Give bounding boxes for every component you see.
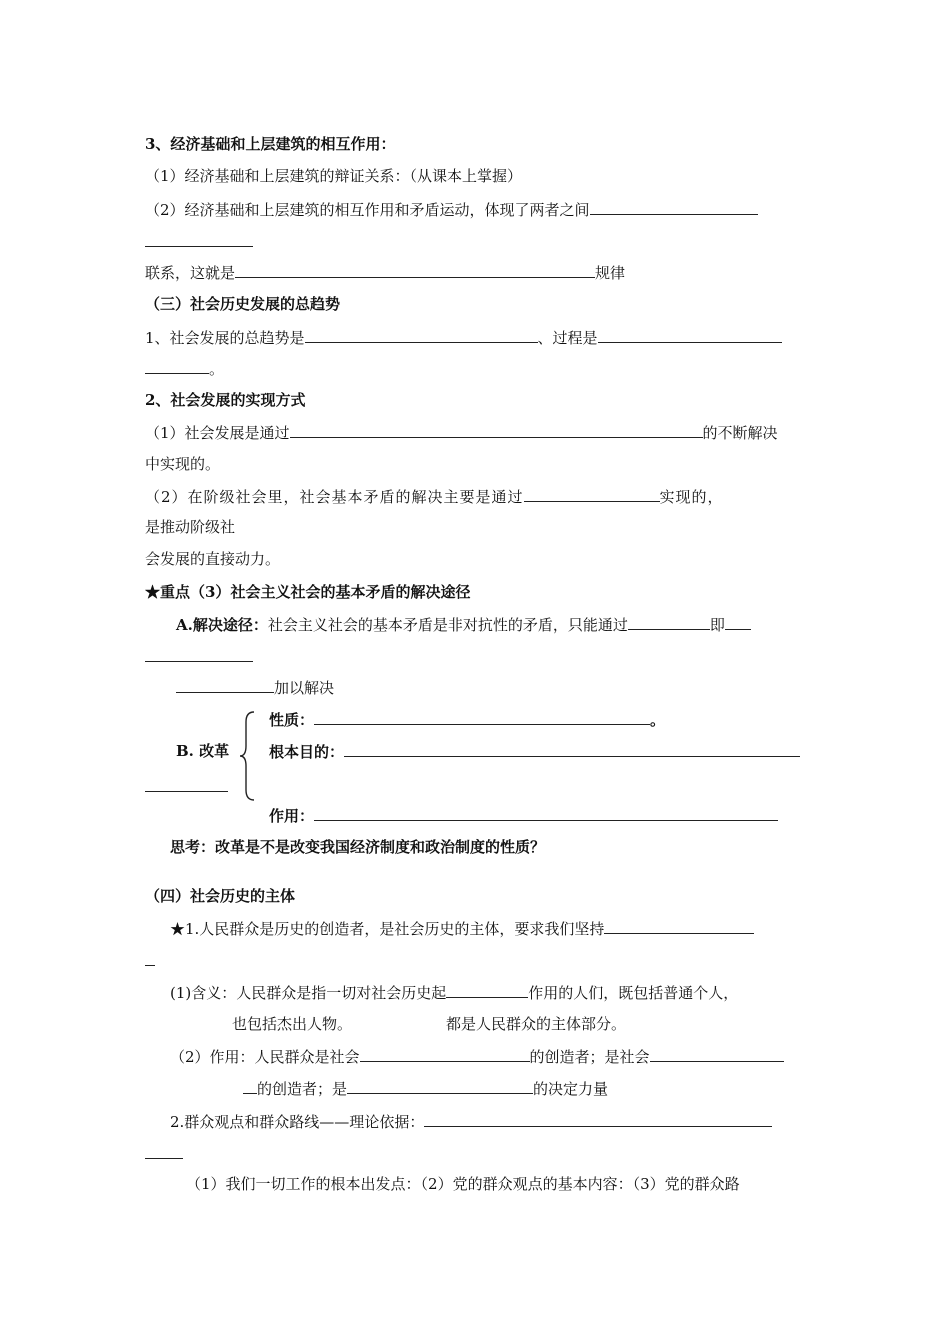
sec3-a-end: 加以解决	[274, 679, 335, 697]
answer-blank-continued[interactable]	[145, 791, 228, 792]
sec4-role-c: 的创造者；是	[257, 1080, 348, 1098]
sec3-a-text: 社会主义社会的基本矛盾是非对抗性的矛盾，只能通过	[267, 616, 628, 634]
s3-link-line	[145, 261, 625, 284]
answer-blank[interactable]	[347, 1077, 533, 1094]
sec3-trend-a: 1、社会发展的总趋势是	[145, 329, 305, 347]
answer-blank[interactable]	[446, 981, 528, 998]
answer-blank[interactable]	[650, 1045, 784, 1062]
answer-blank[interactable]	[176, 676, 274, 693]
answer-blank[interactable]	[590, 198, 758, 215]
sec4-def-c: 也包括杰出人物。	[232, 1015, 353, 1033]
brace-icon	[238, 710, 258, 802]
sec3-way2-c: 是推动阶级社	[145, 518, 236, 536]
sec3-way1-c: 中实现的。	[145, 455, 221, 473]
answer-blank-continued[interactable]	[145, 661, 253, 662]
sec4-p3: （1）我们一切工作的根本出发点：（2）党的群众观点的基本内容：（3）党的群众路	[186, 1175, 740, 1193]
answer-blank-continued[interactable]	[145, 246, 253, 247]
answer-blank[interactable]	[360, 1045, 530, 1062]
sec3-b-role: 作用：	[269, 807, 315, 825]
answer-blank[interactable]	[314, 804, 778, 821]
sec3-way1-line	[145, 421, 778, 444]
answer-blank[interactable]	[424, 1110, 772, 1127]
sec4-role-b: 的创造者；是社会	[529, 1048, 650, 1066]
sec3-a-label: A.解决途径：	[176, 616, 268, 634]
answer-blank[interactable]	[725, 613, 751, 630]
answer-blank[interactable]	[604, 917, 754, 934]
sec3-think: 思考：改革是不是改变我国经济制度和政治制度的性质？	[170, 838, 546, 856]
answer-blank-continued[interactable]	[243, 1077, 257, 1094]
sec3-b-nature-line	[269, 708, 665, 731]
answer-blank[interactable]	[344, 740, 800, 757]
sec4-p2-line	[170, 1110, 772, 1133]
answer-blank[interactable]	[314, 708, 650, 725]
answer-blank[interactable]	[598, 326, 782, 343]
sec3-trend-line	[145, 326, 782, 349]
sec3-a-mid: 即	[709, 616, 725, 634]
sec3-b-role-line	[269, 804, 778, 827]
sec3-a-end-line	[176, 676, 334, 699]
sec3-key-title: ★重点（3）社会主义社会的基本矛盾的解决途径	[145, 583, 471, 601]
answer-blank[interactable]	[235, 261, 595, 278]
sec3-title: （三）社会历史发展的总趋势	[145, 295, 341, 313]
sec3-b-goal: 根本目的：	[269, 743, 345, 761]
sec3-a-line	[176, 613, 751, 636]
sec3-way1-a: （1）社会发展是通过	[145, 424, 290, 442]
sec4-p1: ★1.人民群众是历史的创造者，是社会历史的主体，要求我们坚持	[170, 920, 605, 938]
sec3-way2-b: 实现的，	[659, 488, 724, 506]
sec4-p2: 2.群众观点和群众路线——理论依据：	[170, 1113, 425, 1131]
sec4-role-d: 的决定力量	[533, 1080, 609, 1098]
s3-link-b: 规律	[595, 264, 626, 282]
answer-blank[interactable]	[290, 421, 703, 438]
sec4-def-a: (1)含义：人民群众是指一切对社会历史起	[170, 984, 447, 1002]
sec4-def-line	[170, 981, 738, 1004]
answer-blank[interactable]	[524, 485, 660, 502]
sec3-way-title: 2、社会发展的实现方式	[145, 391, 306, 409]
answer-blank-continued[interactable]	[145, 357, 209, 374]
sec4-def-b: 作用的人们，既包括普通个人，	[528, 984, 739, 1002]
sec3-way2-a: （2）在阶级社会里，社会基本矛盾的解决主要是通过	[145, 488, 524, 506]
sec4-title: （四）社会历史的主体	[145, 887, 296, 905]
sec4-def-d: 都是人民群众的主体部分。	[446, 1015, 627, 1033]
s3-link-a: 联系，这就是	[145, 264, 236, 282]
sec3-b-label: B. 改革	[176, 742, 230, 760]
s3-title: 3、经济基础和上层建筑的相互作用：	[145, 135, 396, 153]
sec3-b-nature-end: 。	[650, 711, 666, 729]
sec4-p1-line	[170, 917, 754, 940]
sec4-role-a: （2）作用：人民群众是社会	[170, 1048, 360, 1066]
answer-blank[interactable]	[305, 326, 538, 343]
sec3-trend-end: 。	[209, 360, 225, 378]
sec4-role-line	[170, 1045, 784, 1068]
s3-item2	[145, 198, 758, 221]
sec3-way2-d: 会发展的直接动力。	[145, 550, 281, 568]
sec3-b-goal-line	[269, 740, 800, 763]
s3-item1: （1）经济基础和上层建筑的辩证关系：（从课本上掌握）	[145, 167, 523, 185]
sec3-trend-b: 、过程是	[537, 329, 598, 347]
answer-blank[interactable]	[628, 613, 710, 630]
s3-item2-text: （2）经济基础和上层建筑的相互作用和矛盾运动，体现了两者之间	[145, 201, 590, 219]
sec3-b-nature: 性质：	[269, 711, 315, 729]
answer-blank-continued[interactable]	[145, 1158, 183, 1159]
sec3-way1-b: 的不断解决	[702, 424, 778, 442]
sec3-trend-cont	[145, 357, 224, 380]
sec3-way2-line	[145, 485, 724, 508]
answer-blank-continued[interactable]	[145, 965, 155, 966]
sec4-role-cont	[243, 1077, 608, 1100]
